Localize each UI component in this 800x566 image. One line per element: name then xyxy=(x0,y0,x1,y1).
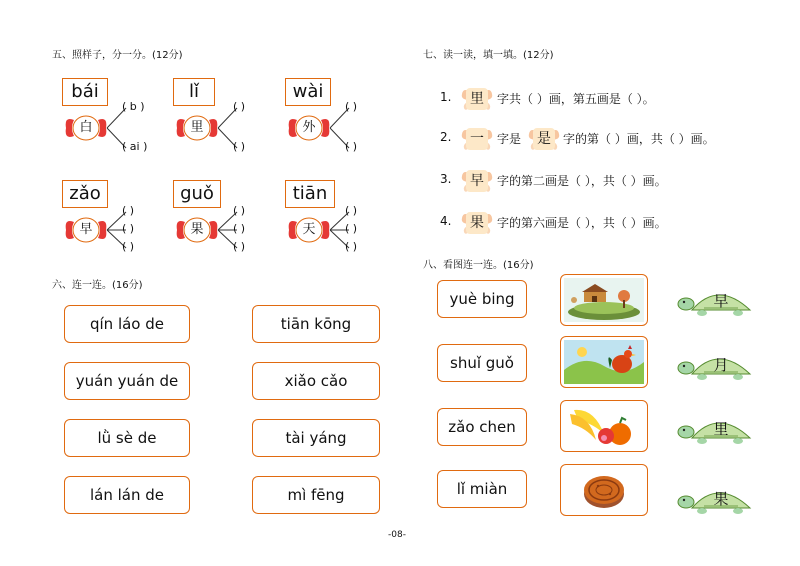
section8-title: 八、看图连一连。(16分) xyxy=(423,260,534,271)
character: 外 xyxy=(302,120,316,135)
flower-character xyxy=(64,112,104,142)
pinyin-card-3[interactable]: zǎo chen xyxy=(437,408,527,446)
word-card-left-3[interactable]: lǜ sè de xyxy=(64,419,190,457)
target-character: 果 xyxy=(470,215,484,231)
butterfly-character xyxy=(460,208,494,238)
answer-blank[interactable]: ( ) xyxy=(122,240,135,253)
question-text: 字共（ ）画，第五画是（ ）。 xyxy=(497,92,655,106)
question-number: 4. xyxy=(440,214,452,228)
turtle-character-card[interactable] xyxy=(676,484,754,516)
turtle-character: 里 xyxy=(713,420,729,438)
word-card-left-2[interactable]: yuán yuán de xyxy=(64,362,190,400)
answer-blank[interactable]: ( ) xyxy=(345,240,358,253)
turtle-character-card[interactable] xyxy=(676,350,754,382)
section5-title: 五、照样子，分一分。(12分) xyxy=(52,50,183,61)
question-number: 2. xyxy=(440,130,452,144)
turtle-character: 月 xyxy=(713,356,729,374)
butterfly-character xyxy=(527,124,561,154)
pinyin-box: wài xyxy=(285,78,331,106)
village-scene-image[interactable] xyxy=(560,274,648,326)
question-text: 字的第六画是（ ），共（ ）画。 xyxy=(497,216,667,230)
character: 早 xyxy=(79,222,93,237)
question-text: 字是 xyxy=(497,132,522,146)
pinyin-box: guǒ xyxy=(173,180,221,208)
pinyin-card-1[interactable]: yuè bing xyxy=(437,280,527,318)
fruit-image[interactable] xyxy=(560,400,648,452)
question-text-2: 字的第（ ）画，共（ ）画。 xyxy=(563,132,715,146)
word-card-right-1[interactable]: tiān kōng xyxy=(252,305,380,343)
turtle-character-card[interactable] xyxy=(676,286,754,318)
character: 天 xyxy=(302,222,316,237)
answer-blank[interactable]: ( ) xyxy=(233,240,246,253)
flower-character xyxy=(64,214,104,244)
answer-blank[interactable]: ( ) xyxy=(233,140,246,153)
answer-blank[interactable]: ( ) xyxy=(345,100,358,113)
question-number: 1. xyxy=(440,90,452,104)
page-number: -08- xyxy=(388,530,406,540)
rooster-icon xyxy=(564,340,644,384)
fruit-icon xyxy=(564,404,644,448)
target-character: 早 xyxy=(470,173,484,189)
answer-blank[interactable]: ( b ) xyxy=(122,100,145,113)
word-card-right-3[interactable]: tài yáng xyxy=(252,419,380,457)
butterfly-character xyxy=(460,124,494,154)
answer-blank[interactable]: ( ) xyxy=(345,204,358,217)
pinyin-box: bái xyxy=(62,78,108,106)
target-character: 里 xyxy=(470,91,484,107)
mooncake-icon xyxy=(564,468,644,512)
section7-title: 七、读一读，填一填。(12分) xyxy=(423,50,554,61)
flower-character xyxy=(287,112,327,142)
target-character: 是 xyxy=(537,131,551,147)
butterfly-character xyxy=(460,84,494,114)
pinyin-card-2[interactable]: shuǐ guǒ xyxy=(437,344,527,382)
flower-character xyxy=(175,214,215,244)
word-card-left-1[interactable]: qín láo de xyxy=(64,305,190,343)
answer-blank[interactable]: ( ) xyxy=(345,140,358,153)
rooster-sunrise-image[interactable] xyxy=(560,336,648,388)
target-character: 一 xyxy=(470,131,484,147)
butterfly-character xyxy=(460,166,494,196)
flower-character xyxy=(175,112,215,142)
character: 里 xyxy=(190,120,204,135)
pinyin-box: lǐ xyxy=(173,78,215,106)
turtle-character: 早 xyxy=(713,292,729,310)
character: 白 xyxy=(79,120,93,135)
answer-blank[interactable]: ( ai ) xyxy=(122,140,148,153)
answer-blank[interactable]: ( ) xyxy=(233,204,246,217)
word-card-left-4[interactable]: lán lán de xyxy=(64,476,190,514)
character: 果 xyxy=(190,222,204,237)
answer-blank[interactable]: ( ) xyxy=(233,222,246,235)
pinyin-box: tiān xyxy=(285,180,335,208)
answer-blank[interactable]: ( ) xyxy=(122,204,135,217)
flower-character xyxy=(287,214,327,244)
pinyin-card-4[interactable]: lǐ miàn xyxy=(437,470,527,508)
word-card-right-2[interactable]: xiǎo cǎo xyxy=(252,362,380,400)
question-text: 字的第二画是（ ），共（ ）画。 xyxy=(497,174,667,188)
mooncake-image[interactable] xyxy=(560,464,648,516)
pinyin-box: zǎo xyxy=(62,180,108,208)
village-scene-icon xyxy=(564,278,644,322)
section6-title: 六、连一连。(16分) xyxy=(52,280,143,291)
answer-blank[interactable]: ( ) xyxy=(122,222,135,235)
turtle-character-card[interactable] xyxy=(676,414,754,446)
word-card-right-4[interactable]: mì fēng xyxy=(252,476,380,514)
turtle-character: 果 xyxy=(713,490,729,508)
question-number: 3. xyxy=(440,172,452,186)
answer-blank[interactable]: ( ) xyxy=(345,222,358,235)
answer-blank[interactable]: ( ) xyxy=(233,100,246,113)
